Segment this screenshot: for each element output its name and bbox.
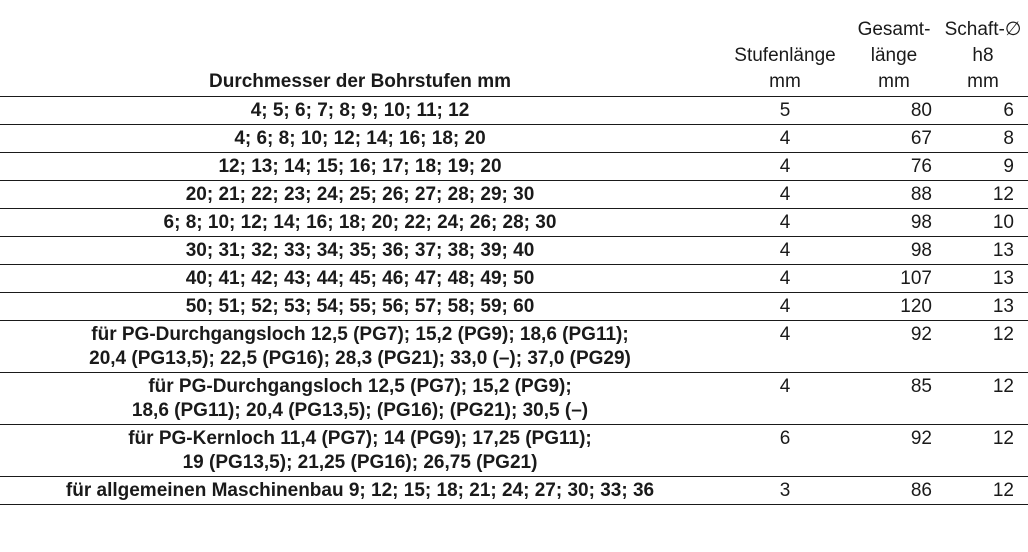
cell-diameters: 4; 6; 8; 10; 12; 14; 16; 18; 20 bbox=[234, 127, 486, 149]
cell-shank-diameter: 9 bbox=[1003, 155, 1014, 177]
cell-diameters: 30; 31; 32; 33; 34; 35; 36; 37; 38; 39; 40 bbox=[185, 239, 535, 261]
cell-diameters: für PG-Durchgangsloch 12,5 (PG7); 15,2 (PG9); 18,6 (PG11); 20,4 (PG13,5); 22,5 (PG16); 28,3 (PG21); 33,0 (–); 37,0 (PG29) bbox=[89, 323, 631, 369]
cell-total-length: 85 bbox=[910, 375, 932, 397]
cell-shank-diameter: 12 bbox=[992, 183, 1014, 205]
cell-total-length: 120 bbox=[900, 295, 932, 317]
cell-shank-diameter: 12 bbox=[992, 323, 1014, 345]
cell-total-length: 67 bbox=[910, 127, 932, 149]
cell-total-length: 88 bbox=[910, 183, 932, 205]
table-row bbox=[0, 152, 1028, 180]
cell-diameters: 12; 13; 14; 15; 16; 17; 18; 19; 20 bbox=[218, 155, 502, 177]
cell-diameters: 20; 21; 22; 23; 24; 25; 26; 27; 28; 29; 30 bbox=[185, 183, 535, 205]
cell-shank-diameter: 12 bbox=[992, 427, 1014, 449]
cell-step-length: 4 bbox=[779, 211, 791, 233]
cell-shank-diameter: 10 bbox=[992, 211, 1014, 233]
table-header bbox=[0, 0, 1028, 96]
cell-shank-diameter: 12 bbox=[992, 375, 1014, 397]
table-row bbox=[0, 424, 1028, 476]
table-row bbox=[0, 320, 1028, 372]
cell-shank-diameter: 13 bbox=[992, 295, 1014, 317]
table-row bbox=[0, 264, 1028, 292]
cell-total-length: 80 bbox=[910, 99, 932, 121]
table-row bbox=[0, 96, 1028, 124]
cell-step-length: 6 bbox=[779, 427, 791, 449]
cell-shank-diameter: 6 bbox=[1003, 99, 1014, 121]
cell-total-length: 86 bbox=[910, 479, 932, 501]
cell-step-length: 4 bbox=[779, 295, 791, 317]
header-total-length: Gesamt- länge mm bbox=[857, 18, 931, 92]
cell-step-length: 4 bbox=[779, 267, 791, 289]
cell-step-length: 4 bbox=[779, 127, 791, 149]
cell-step-length: 4 bbox=[779, 183, 791, 205]
table-row bbox=[0, 476, 1028, 504]
cell-step-length: 4 bbox=[779, 375, 791, 397]
cell-shank-diameter: 12 bbox=[992, 479, 1014, 501]
cell-diameters: 4; 5; 6; 7; 8; 9; 10; 11; 12 bbox=[250, 99, 470, 121]
cell-diameters: 50; 51; 52; 53; 54; 55; 56; 57; 58; 59; 60 bbox=[185, 295, 535, 317]
cell-total-length: 98 bbox=[910, 239, 932, 261]
table-row bbox=[0, 124, 1028, 152]
header-diameter: Durchmesser der Bohrstufen mm bbox=[209, 70, 511, 92]
cell-diameters: für PG-Kernloch 11,4 (PG7); 14 (PG9); 17,25 (PG11); 19 (PG13,5); 21,25 (PG16); 26,75 (PG21) bbox=[128, 427, 592, 473]
cell-step-length: 3 bbox=[779, 479, 791, 501]
table-row bbox=[0, 292, 1028, 320]
cell-shank-diameter: 13 bbox=[992, 267, 1014, 289]
table-body bbox=[0, 96, 1028, 504]
cell-total-length: 92 bbox=[910, 427, 932, 449]
cell-step-length: 5 bbox=[779, 99, 791, 121]
cell-total-length: 76 bbox=[910, 155, 932, 177]
table-row bbox=[0, 236, 1028, 264]
cell-diameters: für allgemeinen Maschinenbau 9; 12; 15; 18; 21; 24; 27; 30; 33; 36 bbox=[65, 479, 655, 501]
cell-total-length: 92 bbox=[910, 323, 932, 345]
cell-shank-diameter: 13 bbox=[992, 239, 1014, 261]
table-row bbox=[0, 372, 1028, 424]
cell-total-length: 107 bbox=[900, 267, 932, 289]
cell-shank-diameter: 8 bbox=[1003, 127, 1014, 149]
table-row bbox=[0, 208, 1028, 236]
cell-step-length: 4 bbox=[779, 323, 791, 345]
cell-diameters: 6; 8; 10; 12; 14; 16; 18; 20; 22; 24; 26; 28; 30 bbox=[163, 211, 557, 233]
cell-step-length: 4 bbox=[779, 239, 791, 261]
cell-total-length: 98 bbox=[910, 211, 932, 233]
cell-step-length: 4 bbox=[779, 155, 791, 177]
cell-diameters: für PG-Durchgangsloch 12,5 (PG7); 15,2 (PG9); 18,6 (PG11); 20,4 (PG13,5); (PG16); (PG21); 30,5 (–) bbox=[131, 375, 589, 421]
header-shank-diameter: Schaft-∅ h8 mm bbox=[944, 18, 1022, 92]
cell-diameters: 40; 41; 42; 43; 44; 45; 46; 47; 48; 49; 50 bbox=[185, 267, 535, 289]
header-step-length: Stufenlänge mm bbox=[734, 44, 836, 92]
table-row bbox=[0, 180, 1028, 208]
